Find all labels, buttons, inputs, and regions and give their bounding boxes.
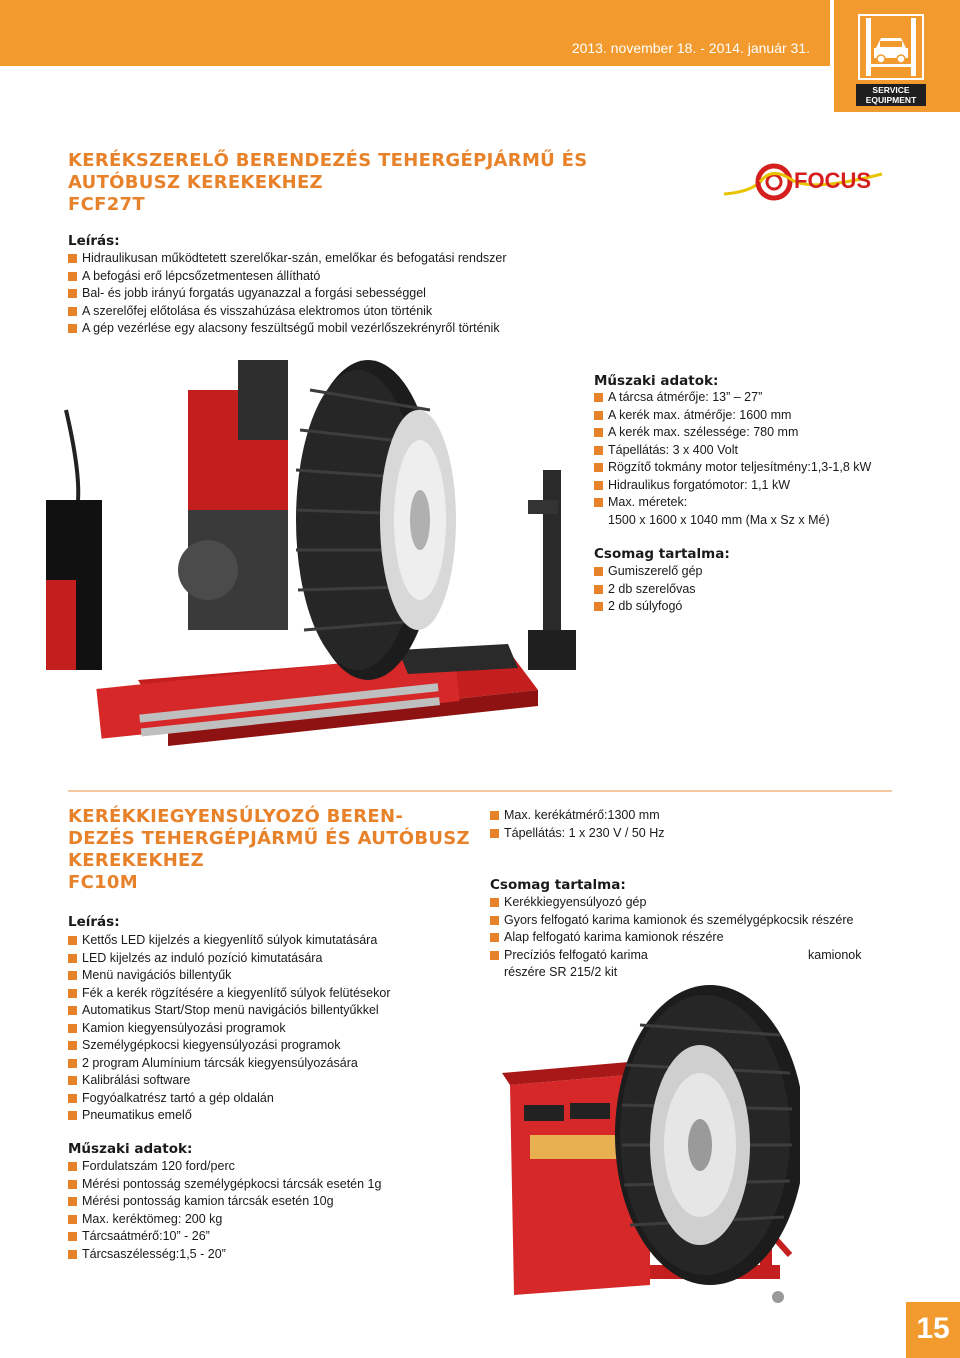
product1-desc-heading: Leírás: [68, 233, 120, 249]
tyre-changer-image [38, 350, 586, 780]
list-item: Kalibrálási software [68, 1072, 390, 1090]
list-item: Fogyóalkatrész tartó a gép oldalán [68, 1090, 390, 1108]
product2-package-heading: Csomag tartalma: [490, 877, 626, 893]
wheel-balancer-image [500, 985, 800, 1307]
product2-tech-list [68, 1158, 381, 1263]
list-item: Hidraulikus forgatómotor: 1,1 kW [594, 477, 871, 495]
list-item: Kerékkiegyensúlyozó gép [490, 894, 853, 912]
product2-spec-list [490, 807, 665, 842]
product1-desc-list [68, 250, 507, 338]
page-number: 15 [906, 1302, 960, 1358]
list-item-continuation: részére SR 215/2 kit [504, 965, 618, 979]
list-item: Tápellátás: 3 x 400 Volt [594, 442, 871, 460]
focus-logo [722, 156, 886, 208]
product1-tech-list [594, 389, 871, 529]
list-item: Mérési pontosság személygépkocsi tárcsák esetén 1g [68, 1176, 381, 1194]
list-item: Menü navigációs billentyűk [68, 967, 390, 985]
list-item: Személygépkocsi kiegyensúlyozási programok [68, 1037, 390, 1055]
list-item: Fordulatszám 120 ford/perc [68, 1158, 381, 1176]
header-bar [0, 0, 960, 66]
list-item: Max. méretek: [594, 494, 871, 512]
product2-tech-heading: Műszaki adatok: [68, 1141, 193, 1157]
list-item: Mérési pontosság kamion tárcsák esetén 10g [68, 1193, 381, 1211]
product1-tech-heading: Műszaki adatok: [594, 373, 719, 389]
list-item: 2 db súlyfogó [594, 598, 703, 616]
list-item: Alap felfogató karima kamionok részére [490, 929, 853, 947]
list-item: A szerelőfej előtolása és visszahúzása elektromos úton történik [68, 303, 507, 321]
service-equipment-badge [830, 0, 960, 112]
list-item: Max. keréktömeg: 200 kg [68, 1211, 381, 1229]
product2-desc-list [68, 932, 390, 1125]
list-item: LED kijelzés az induló pozíció kimutatására [68, 950, 390, 968]
list-item: Pneumatikus emelő [68, 1107, 390, 1125]
list-item: 2 program Alumínium tárcsák kiegyensúlyozására [68, 1055, 390, 1073]
list-item: A kerék max. szélessége: 780 mm [594, 424, 871, 442]
list-item-continuation: 1500 x 1600 x 1040 mm (Ma x Sz x Mé) [608, 512, 830, 527]
list-item: Gyors felfogató karima kamionok és személygépkocsik részére [490, 912, 853, 930]
list-item: Precíziós felfogató karima kamionok [490, 947, 853, 965]
product1-title: KERÉKSZERELŐ BERENDEZÉS TEHERGÉPJÁRMŰ ÉS AUTÓBUSZ KEREKEKHEZ FCF27T [68, 150, 588, 215]
product2-title: KERÉKKIEGYENSÚLYOZÓ BEREN- DEZÉS TEHERGÉPJÁRMŰ ÉS AUTÓBUSZ KEREKEKHEZ FC10M [68, 806, 470, 893]
list-item: 2 db szerelővas [594, 581, 703, 599]
product1-package-list [594, 563, 703, 616]
badge-label: SERVICE EQUIPMENT [856, 84, 926, 106]
list-item: A tárcsa átmérője: 13” – 27” [594, 389, 871, 407]
product2-desc-heading: Leírás: [68, 914, 120, 930]
list-item: Kettős LED kijelzés a kiegyenlítő súlyok kimutatására [68, 932, 390, 950]
list-item: Bal- és jobb irányú forgatás ugyanazzal a forgási sebességgel [68, 285, 507, 303]
list-item: A gép vezérlése egy alacsony feszültségű mobil vezérlőszekrényről történik [68, 320, 507, 338]
section-divider [68, 790, 892, 792]
list-item: Max. kerékátmérő:1300 mm [490, 807, 665, 825]
list-item: Gumiszerelő gép [594, 563, 703, 581]
product2-package-list [490, 894, 862, 982]
list-item: Fék a kerék rögzítésére a kiegyenlítő súlyok felütésekor [68, 985, 390, 1003]
list-item: A befogási erő lépcsőzetmentesen állítható [68, 268, 507, 286]
product1-package-heading: Csomag tartalma: [594, 546, 730, 562]
list-item: Rögzítő tokmány motor teljesítmény:1,3-1,8 kW [594, 459, 871, 477]
list-item: Tárcsaátmérő:10” - 26” [68, 1228, 381, 1246]
list-item: Hidraulikusan működtetett szerelőkar-szán, emelőkar és befogatási rendszer [68, 250, 507, 268]
list-item: Kamion kiegyensúlyozási programok [68, 1020, 390, 1038]
list-item: Tárcsaszélesség:1,5 - 20” [68, 1246, 381, 1264]
car-lift-icon [858, 14, 924, 80]
date-range: 2013. november 18. - 2014. január 31. [571, 40, 810, 56]
list-item: Tápellátás: 1 x 230 V / 50 Hz [490, 825, 665, 843]
list-item: Automatikus Start/Stop menü navigációs billentyűkkel [68, 1002, 390, 1020]
brand-name: FOCUS [794, 168, 871, 193]
list-item: A kerék max. átmérője: 1600 mm [594, 407, 871, 425]
